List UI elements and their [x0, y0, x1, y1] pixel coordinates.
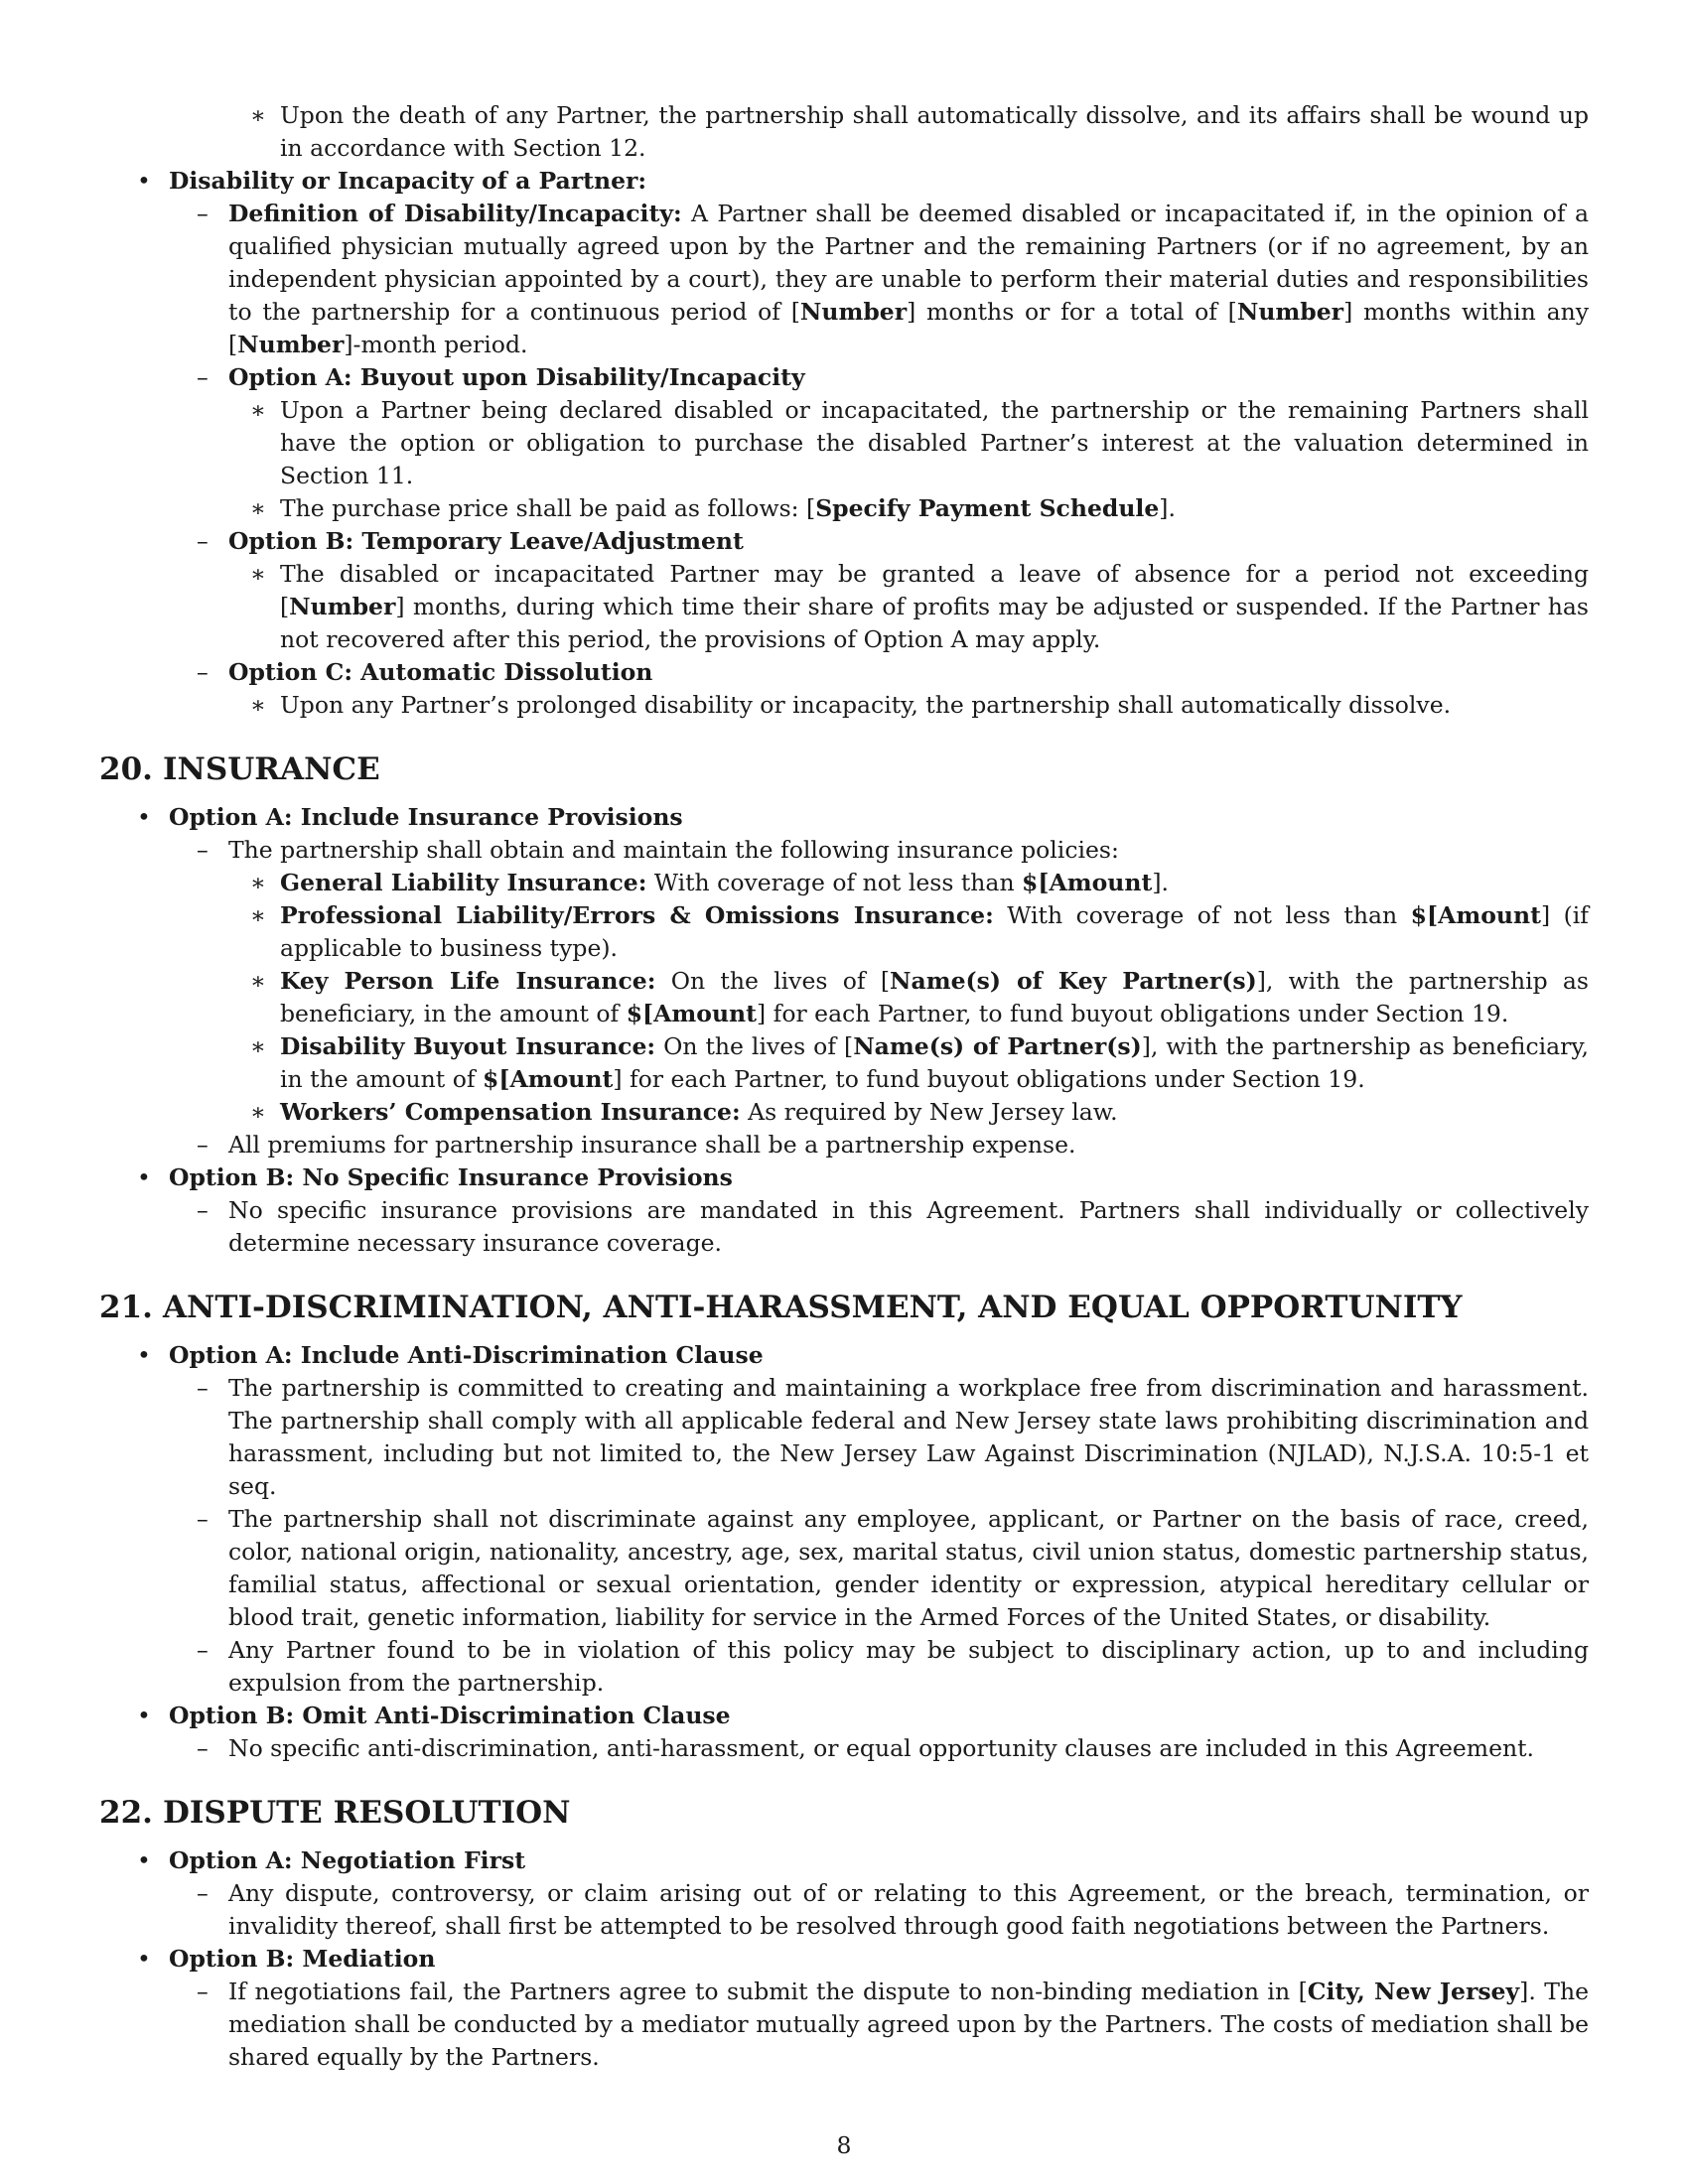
- placeholder-amount: $[Amount: [1410, 901, 1541, 929]
- star-marker: ∗: [250, 396, 266, 424]
- item-label: Definition of Disability/Incapacity:: [228, 200, 682, 227]
- section-heading: [99, 1793, 1589, 1833]
- bullet-marker: •: [137, 803, 151, 831]
- dash-marker: –: [197, 1636, 209, 1664]
- item-text: All premiums for partnership insurance shall be a partnership expense.: [228, 1131, 1076, 1159]
- dash-marker: –: [197, 658, 209, 686]
- list-item: [99, 867, 1589, 899]
- placeholder-amount: $[Amount: [1022, 869, 1153, 896]
- item-label: Professional Liability/Errors & Omissions Insurance:: [280, 901, 994, 929]
- page-content: [99, 99, 1589, 2074]
- list-item: [99, 1976, 1589, 2074]
- option-title: Option A: Include Insurance Provisions: [169, 803, 683, 831]
- placeholder-number: Number: [237, 331, 345, 358]
- star-marker: ∗: [250, 967, 266, 995]
- section-heading: [99, 750, 1589, 789]
- list-item: [99, 1634, 1589, 1700]
- list-item: [99, 834, 1589, 867]
- item-text: Any dispute, controversy, or claim arising out of or relating to this Agreement, or the breach, termination, or invalidity thereof, shall first be attempted to be resolved through good faith negotiations between the Partners.: [228, 1879, 1589, 1940]
- placeholder-amount: $[Amount: [626, 1000, 757, 1027]
- list-item: [99, 1503, 1589, 1634]
- bullet-marker: •: [137, 1341, 151, 1369]
- list-item: [99, 558, 1589, 656]
- list-item: [99, 361, 1589, 394]
- list-item: [99, 1161, 1589, 1194]
- item-text: With coverage of not less than: [993, 901, 1411, 929]
- placeholder-number: Number: [799, 298, 908, 326]
- list-item: [99, 1339, 1589, 1372]
- item-label: Key Person Life Insurance:: [280, 967, 656, 995]
- item-text: ].: [1152, 869, 1169, 896]
- item-text: No specific anti-discrimination, anti-harassment, or equal opportunity clauses are included in this Agreement.: [228, 1734, 1535, 1762]
- item-text: On the lives of [: [655, 1032, 854, 1060]
- option-title: Option B: Temporary Leave/Adjustment: [228, 527, 744, 555]
- item-text: ].: [1159, 494, 1176, 522]
- list-item: [99, 689, 1589, 722]
- item-label: Workers’ Compensation Insurance:: [280, 1098, 741, 1126]
- item-text: The partnership shall obtain and maintain the following insurance policies:: [228, 836, 1119, 864]
- star-marker: ∗: [250, 1098, 266, 1126]
- item-text: ] (if applicable to business type).: [280, 901, 1590, 962]
- section-number: 21.: [99, 1290, 153, 1325]
- item-text: ] months, during which time their share of profits may be adjusted or suspended. If the Partner has not recovered after this period, the provisions of Option A may apply.: [280, 593, 1589, 653]
- option-title: Option A: Include Anti-Discrimination Clause: [169, 1341, 764, 1369]
- item-text: The partnership is committed to creating and maintaining a workplace free from discrimination and harassment. The partnership shall comply with all applicable federal and New Jersey state laws prohibiting discrimination and harassment, including but not limited to, the New Jersey Law Against Discrimination (NJLAD), N.J.S.A. 10:5-1 et seq.: [228, 1374, 1589, 1500]
- dash-marker: –: [197, 836, 209, 864]
- item-text: ] months or for a total of [: [907, 298, 1237, 326]
- option-title: Option C: Automatic Dissolution: [228, 658, 653, 686]
- list-item: [99, 1732, 1589, 1765]
- option-title: Option A: Buyout upon Disability/Incapacity: [228, 363, 805, 391]
- placeholder-city: City, New Jersey: [1307, 1978, 1520, 2005]
- list-item: [99, 1844, 1589, 1877]
- list-item: [99, 99, 1589, 165]
- dash-marker: –: [197, 1131, 209, 1159]
- section-number: 22.: [99, 1795, 153, 1831]
- item-text: ], with the partnership as beneficiary, in the amount of: [280, 967, 1589, 1027]
- item-text: If negotiations fail, the Partners agree to submit the dispute to non-binding mediation in [: [228, 1978, 1308, 2005]
- placeholder-amount: $[Amount: [483, 1065, 614, 1093]
- star-marker: ∗: [250, 560, 266, 588]
- section-heading: [99, 1288, 1589, 1327]
- item-text: Any Partner found to be in violation of this policy may be subject to disciplinary action, up to and including expulsion from the partnership.: [228, 1636, 1589, 1697]
- star-marker: ∗: [250, 869, 266, 896]
- item-text: ], with the partnership as beneficiary, in the amount of: [280, 1032, 1590, 1093]
- list-item: [99, 1096, 1589, 1129]
- list-item: [99, 1943, 1589, 1976]
- item-label: General Liability Insurance:: [280, 869, 647, 896]
- item-text: ]-month period.: [344, 331, 528, 358]
- dash-marker: –: [197, 200, 209, 227]
- dash-marker: –: [197, 1374, 209, 1402]
- list-item: [99, 965, 1589, 1030]
- option-title: Option B: Mediation: [169, 1945, 436, 1973]
- item-text: As required by New Jersey law.: [740, 1098, 1118, 1126]
- dash-marker: –: [197, 1879, 209, 1907]
- list-item: [99, 1129, 1589, 1161]
- dash-marker: –: [197, 363, 209, 391]
- list-item: [99, 1194, 1589, 1260]
- item-label: Disability Buyout Insurance:: [280, 1032, 656, 1060]
- star-marker: ∗: [250, 494, 266, 522]
- placeholder-name: Name(s) of Partner(s): [853, 1032, 1142, 1060]
- item-text: The partnership shall not discriminate against any employee, applicant, or Partner on the basis of race, creed, color, national origin, nationality, ancestry, age, sex, marital status, civil union status, domestic partnership status, familial status, affectional or sexual orientation, gender identity or expression, atypical hereditary cellular or blood trait, genetic information, liability for service in the Armed Forces of the United States, or disability.: [228, 1505, 1589, 1631]
- list-item: [99, 198, 1589, 361]
- section-number: 20.: [99, 751, 153, 787]
- dash-marker: –: [197, 1196, 209, 1224]
- section-title: DISPUTE RESOLUTION: [163, 1795, 571, 1831]
- section-title: ANTI-DISCRIMINATION, ANTI-HARASSMENT, AND EQUAL OPPORTUNITY: [163, 1290, 1463, 1325]
- list-item: [99, 394, 1589, 492]
- placeholder-number: Number: [289, 593, 396, 620]
- placeholder-number: Number: [1236, 298, 1344, 326]
- list-item: [99, 656, 1589, 689]
- star-marker: ∗: [250, 691, 266, 719]
- star-marker: ∗: [250, 901, 266, 929]
- item-text: A Partner shall be deemed disabled or incapacitated if, in the opinion of a qualified physician mutually agreed upon by the Partner and the remaining Partners (or if no agreement, by an independent physician appointed by a court), they are unable to perform their material duties and responsibilities to the partnership for a continuous period of [: [228, 200, 1589, 326]
- item-text: Upon the death of any Partner, the partnership shall automatically dissolve, and its affairs shall be wound up in accordance with Section 12.: [280, 101, 1589, 162]
- list-item: [99, 1372, 1589, 1503]
- item-text: With coverage of not less than: [646, 869, 1023, 896]
- list-item: [99, 1877, 1589, 1943]
- bullet-marker: •: [137, 1846, 151, 1874]
- bullet-marker: •: [137, 1945, 151, 1973]
- bullet-marker: •: [137, 1163, 151, 1191]
- item-text: ] for each Partner, to fund buyout obligations under Section 19.: [756, 1000, 1509, 1027]
- dash-marker: –: [197, 1505, 209, 1533]
- option-title: Option A: Negotiation First: [169, 1846, 526, 1874]
- item-text: The disabled or incapacitated Partner may be granted a leave of absence for a period not exceeding [: [280, 560, 1589, 620]
- dash-marker: –: [197, 1734, 209, 1762]
- option-title: Option B: Omit Anti-Discrimination Clause: [169, 1702, 731, 1729]
- list-item: [99, 1700, 1589, 1732]
- dash-marker: –: [197, 1978, 209, 2005]
- item-text: ]. The mediation shall be conducted by a mediator mutually agreed upon by the Partners. The costs of mediation shall be shared equally by the Partners.: [228, 1978, 1590, 2071]
- item-text: On the lives of [: [655, 967, 891, 995]
- item-text: No specific insurance provisions are mandated in this Agreement. Partners shall individually or collectively determine necessary insurance coverage.: [228, 1196, 1589, 1257]
- item-text: ] months within any [: [228, 298, 1589, 358]
- item-text: Upon any Partner’s prolonged disability or incapacity, the partnership shall automatically dissolve.: [280, 691, 1452, 719]
- item-text: Upon a Partner being declared disabled or incapacitated, the partnership or the remaining Partners shall have the option or obligation to purchase the disabled Partner’s interest at the valuation determined in Section 11.: [280, 396, 1589, 489]
- item-text: The purchase price shall be paid as follows: [: [280, 494, 816, 522]
- placeholder-name: Name(s) of Key Partner(s): [890, 967, 1257, 995]
- item-text: ] for each Partner, to fund buyout obligations under Section 19.: [613, 1065, 1365, 1093]
- option-title: Option B: No Specific Insurance Provisions: [169, 1163, 733, 1191]
- list-item: [99, 525, 1589, 558]
- page-number: 8: [836, 2131, 852, 2159]
- section-title: INSURANCE: [163, 751, 380, 787]
- list-item: [99, 492, 1589, 525]
- list-item: [99, 899, 1589, 965]
- list-item: [99, 165, 1589, 198]
- star-marker: ∗: [250, 101, 266, 129]
- list-item: [99, 801, 1589, 834]
- star-marker: ∗: [250, 1032, 266, 1060]
- dash-marker: –: [197, 527, 209, 555]
- placeholder: Specify Payment Schedule: [815, 494, 1160, 522]
- bullet-marker: •: [137, 1702, 151, 1729]
- bullet-marker: •: [137, 167, 151, 195]
- list-item: [99, 1030, 1589, 1096]
- item-heading: Disability or Incapacity of a Partner:: [169, 167, 647, 195]
